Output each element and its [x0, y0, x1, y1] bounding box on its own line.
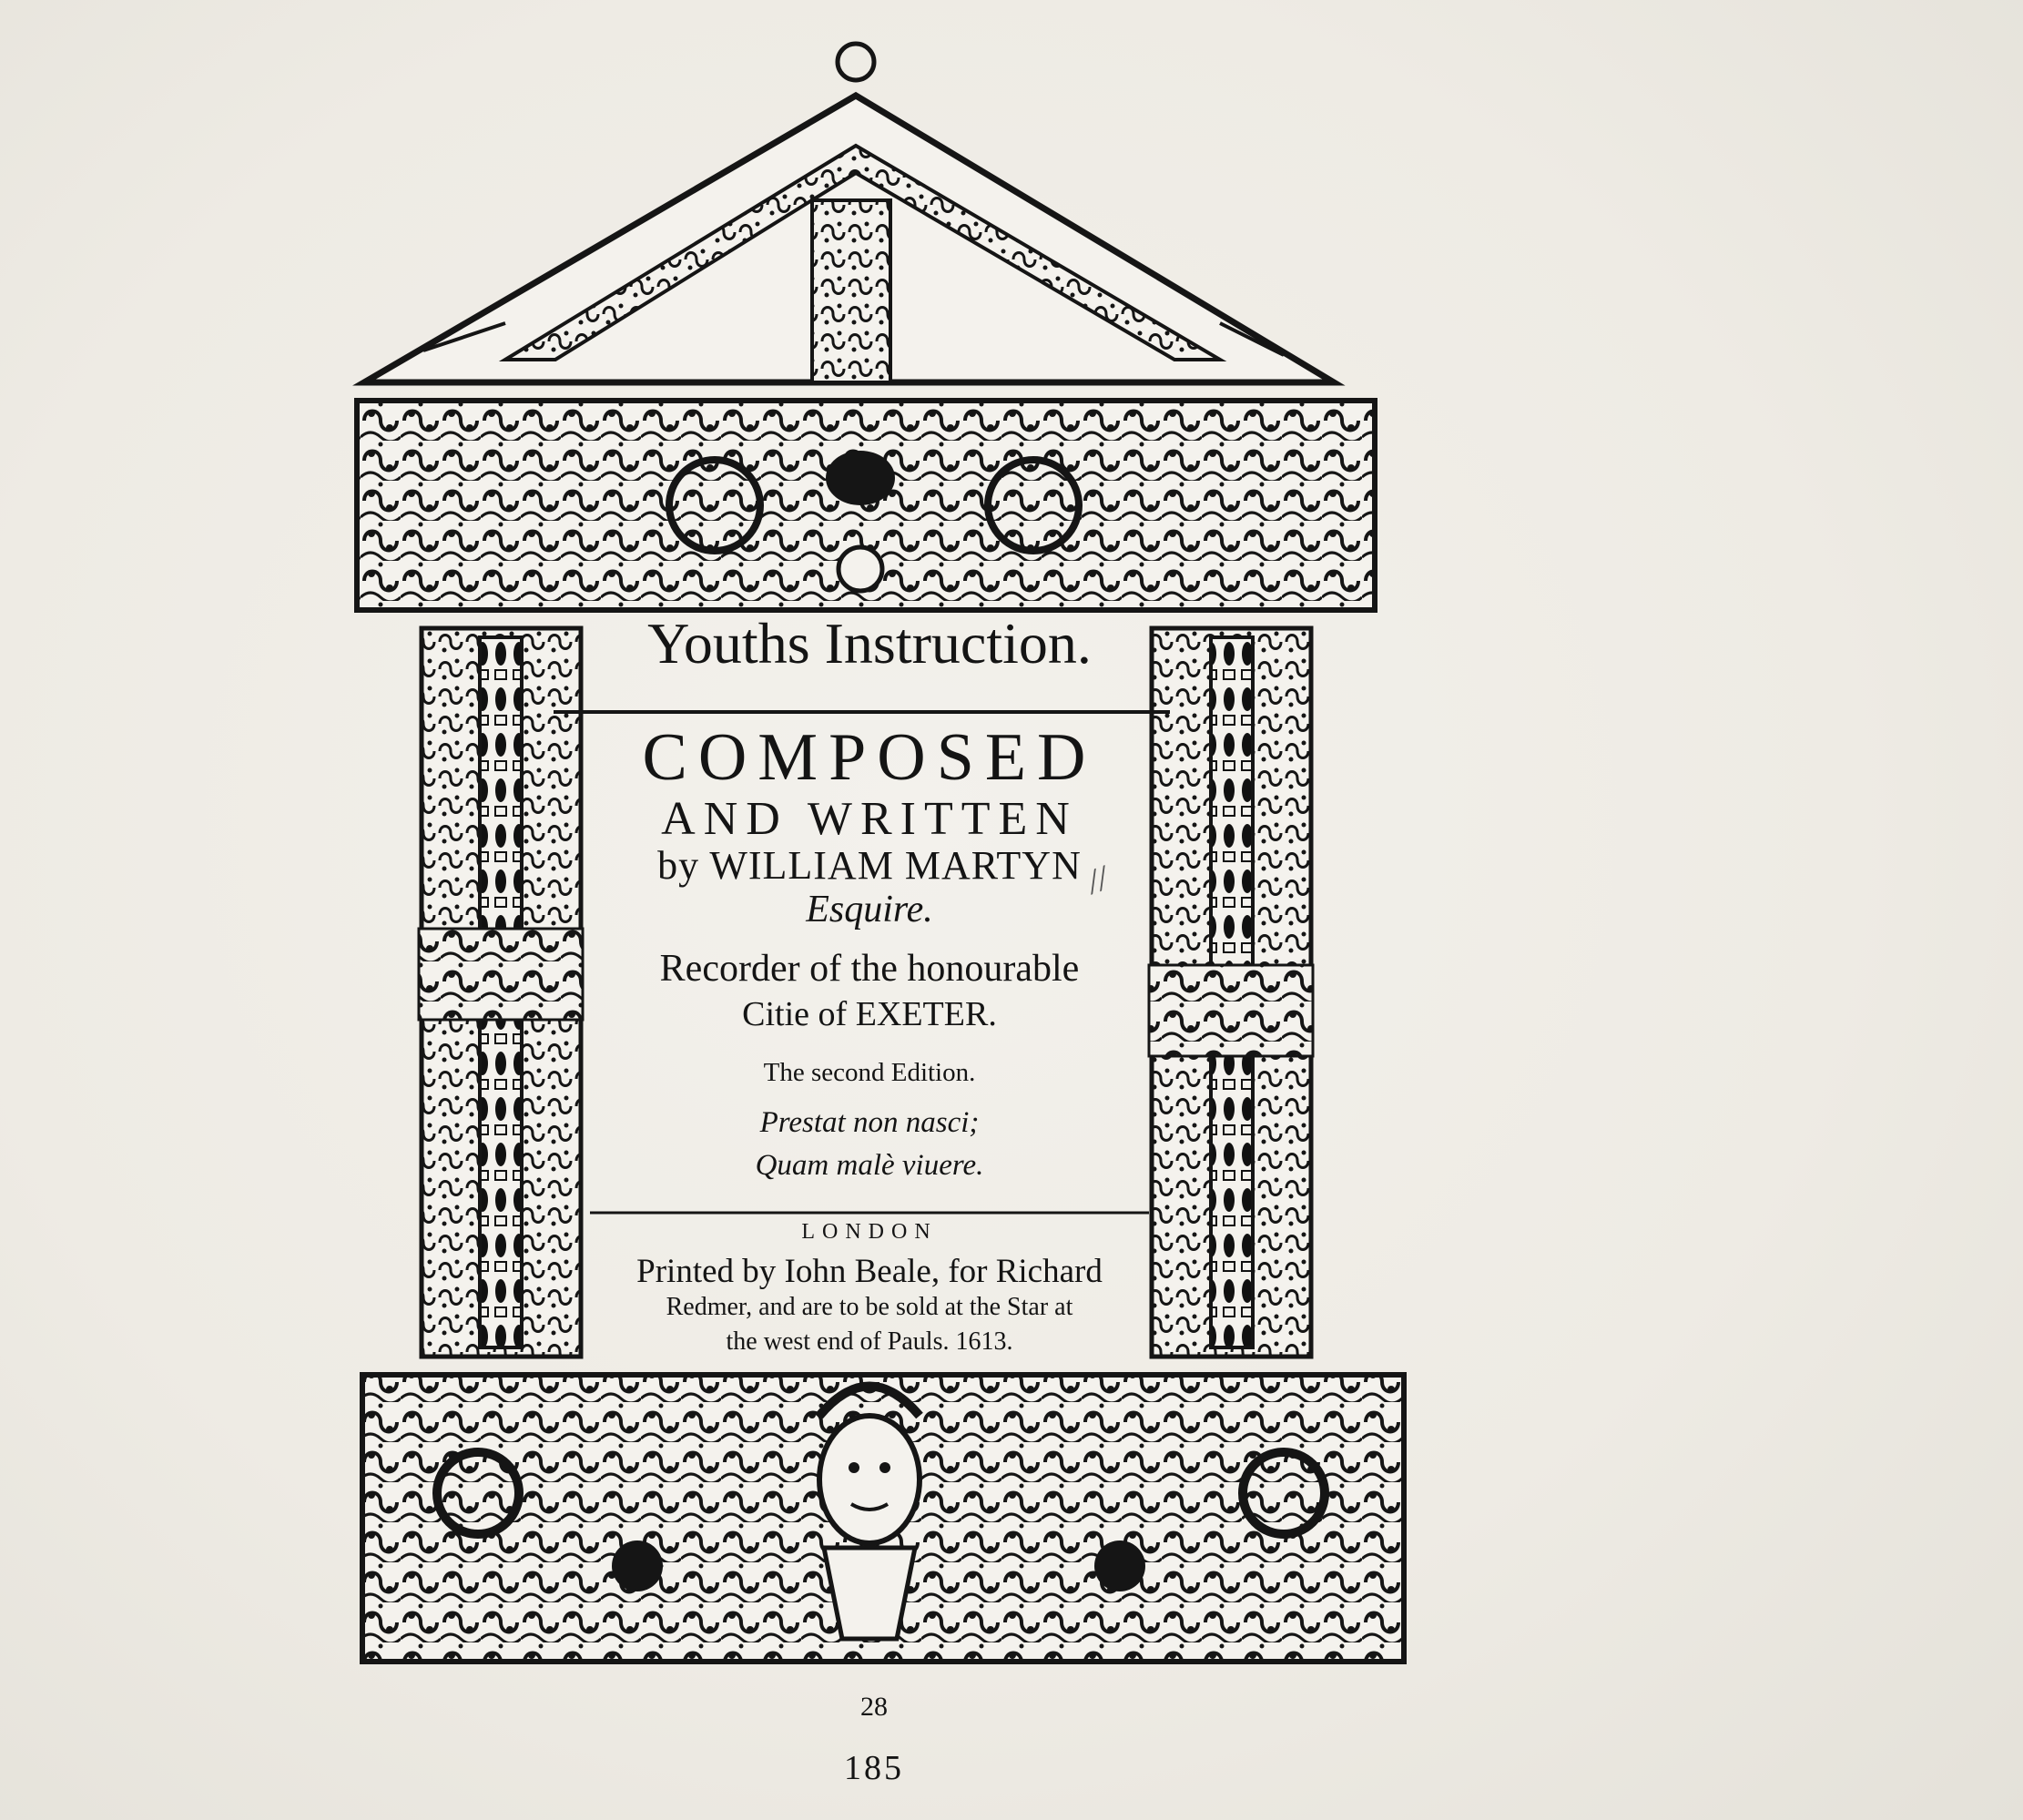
imprint-line-1: Printed by Iohn Beale, for Richard — [636, 1253, 1103, 1290]
bottom-frieze-ornament — [362, 1375, 1404, 1662]
imprint-line-3: the west end of Pauls. 1613. — [726, 1327, 1013, 1356]
written-heading: AND WRITTEN — [661, 793, 1078, 845]
edition-line: The second Edition. — [763, 1058, 976, 1087]
left-column-ornament — [419, 628, 583, 1357]
motto-line-2: Quam malè viuere. — [755, 1149, 984, 1182]
esquire-line: Esquire. — [806, 889, 933, 930]
imprint-line-2: Redmer, and are to be sold at the Star at — [666, 1293, 1073, 1321]
recorder-line: Recorder of the honourable — [659, 948, 1080, 990]
right-column-ornament — [1149, 628, 1313, 1357]
motto-line-1: Prestat non nasci; — [759, 1106, 980, 1139]
book-title: Youths Instruction. — [647, 611, 1092, 676]
composed-heading: COMPOSED — [642, 720, 1097, 795]
author-line: by WILLIAM MARTYN — [657, 843, 1082, 888]
pediment-ornament — [364, 44, 1334, 382]
page-number: 185 — [844, 1749, 904, 1787]
citie-line: Citie of EXETER. — [742, 995, 997, 1033]
plate-number: 28 — [860, 1692, 888, 1722]
top-frieze-ornament — [357, 401, 1375, 610]
margin-mark: // — [1082, 859, 1113, 902]
imprint-city: LONDON — [801, 1220, 938, 1244]
